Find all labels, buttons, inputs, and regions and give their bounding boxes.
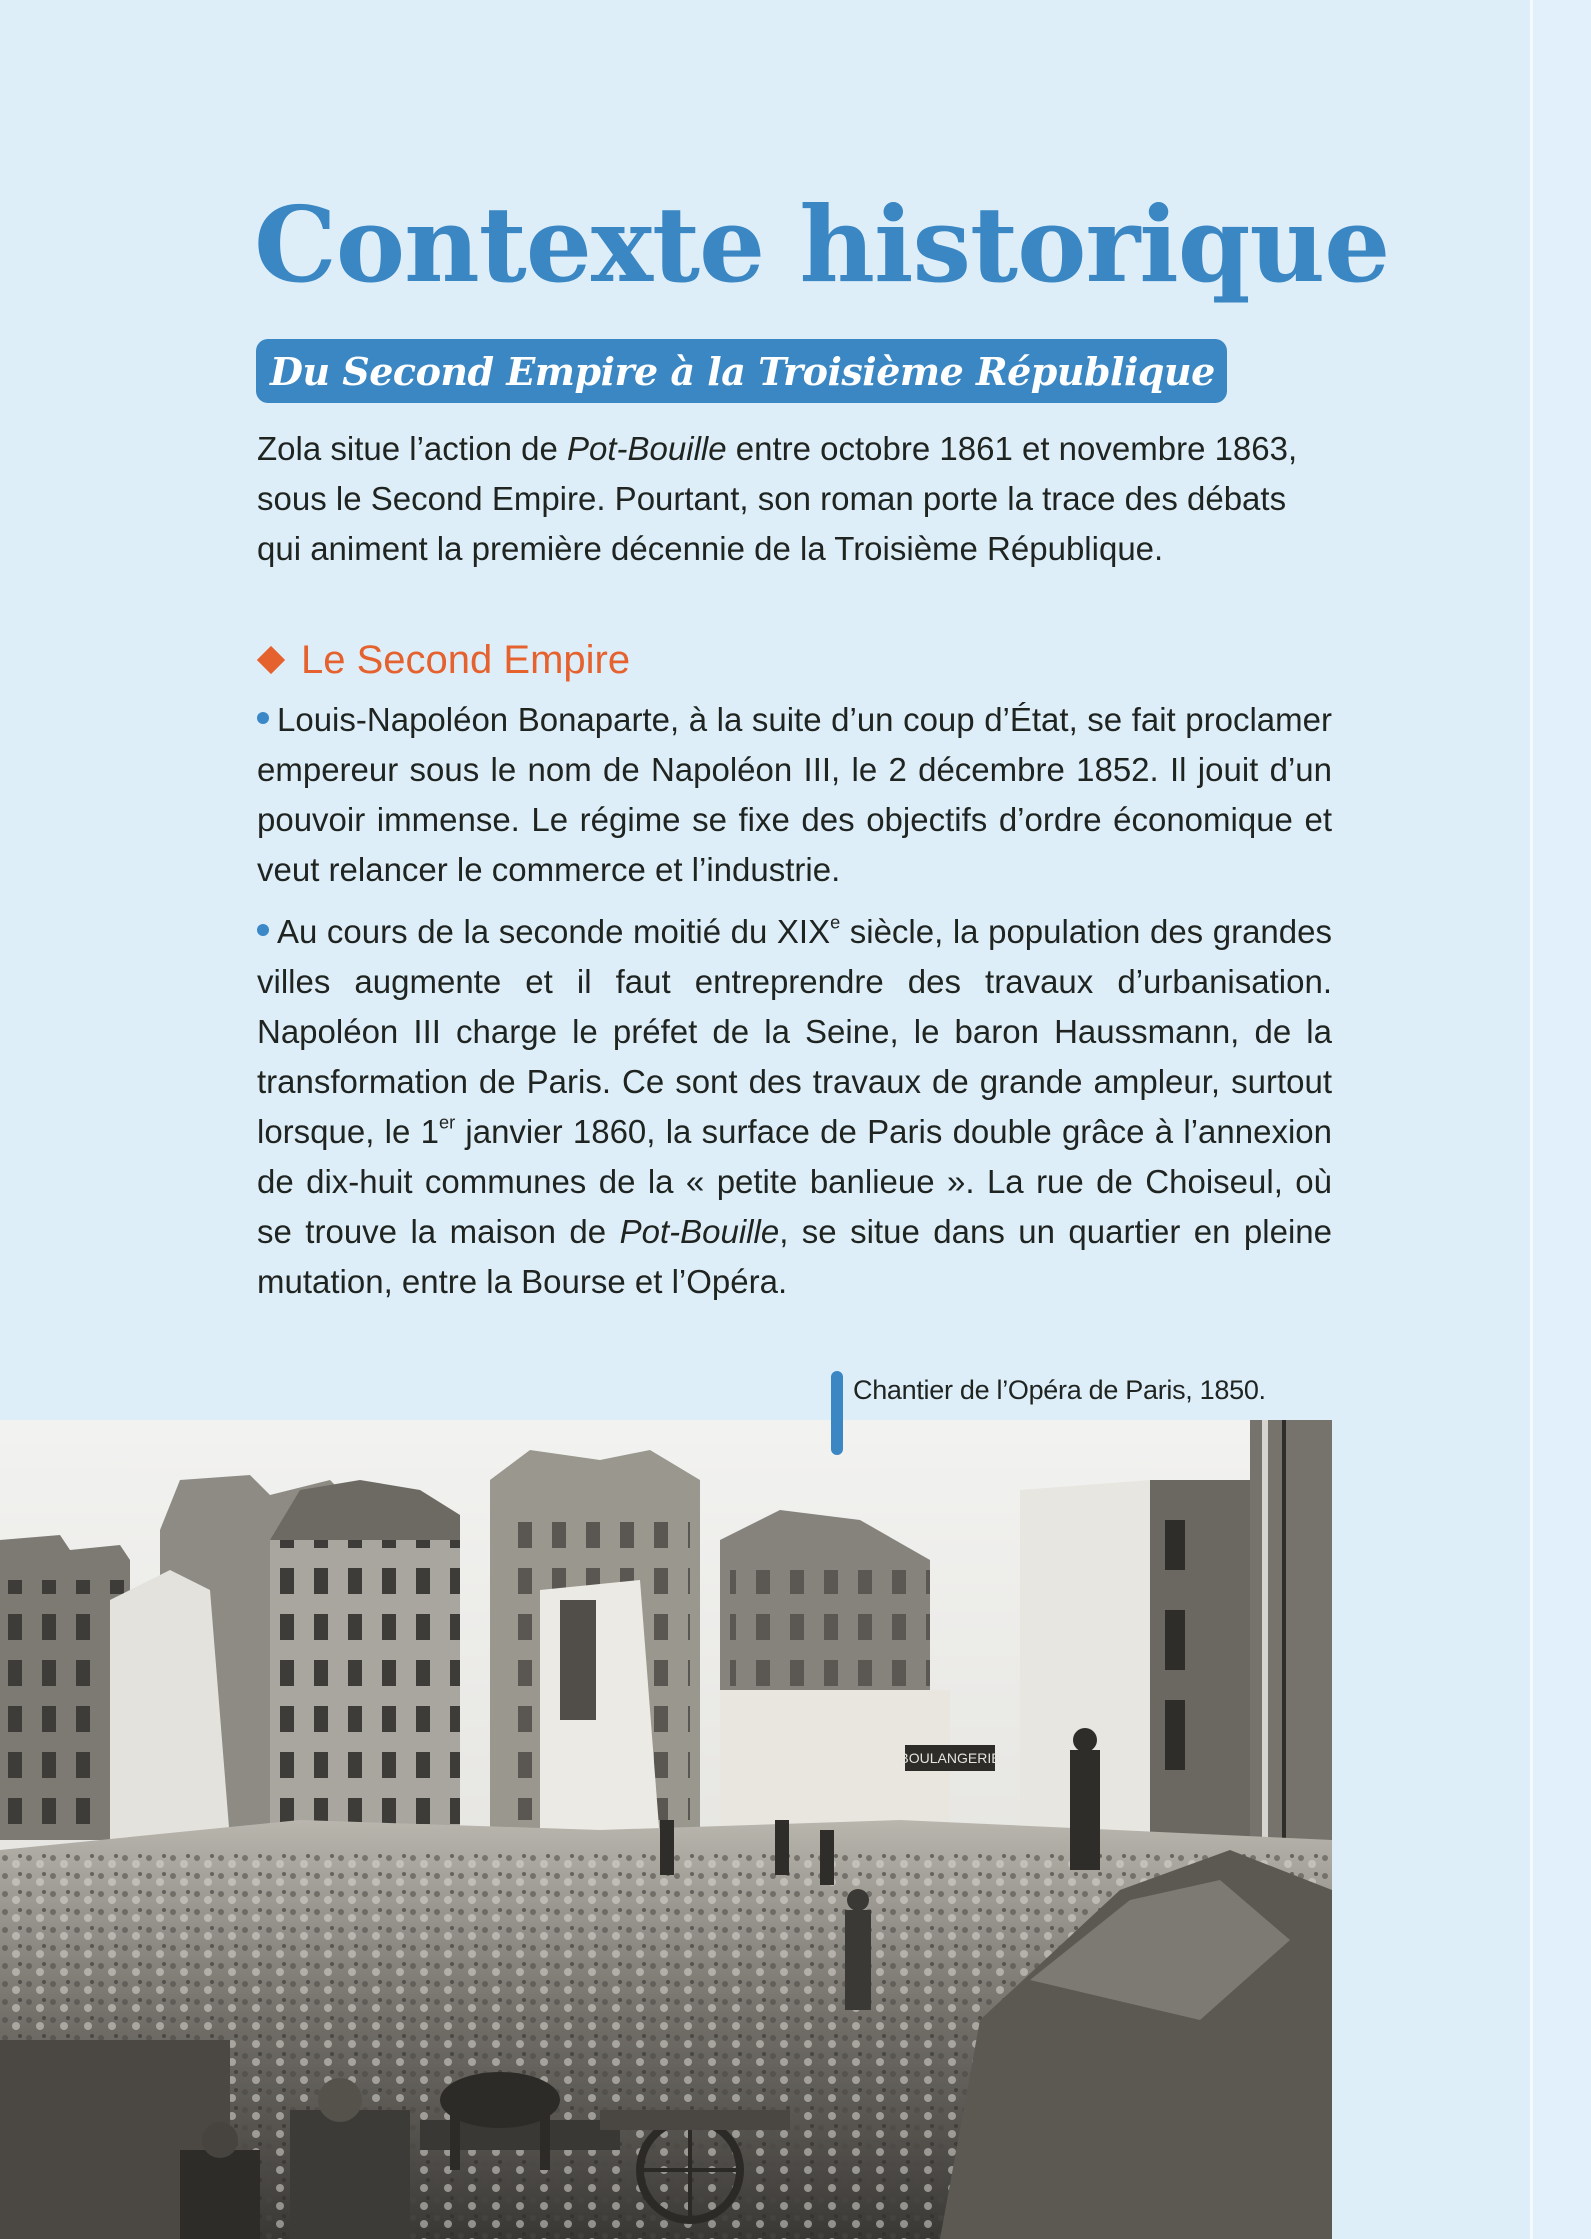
paragraph-2-text-b: siècle, la population des grandes villes augmente et il faut entreprendre des travaux d’urbanisation. Napoléon III charge le préfet de la Seine, le baron Haussmann, de la transformation de Paris. Ce sont des travaux de grande ampleur, surtout lorsque, le 1 [257, 913, 1332, 1150]
paragraph-2-text-a: Au cours de la seconde moitié du XIX [277, 913, 831, 950]
section-heading [255, 630, 630, 690]
section-heading-text: Le Second Empire [301, 638, 631, 682]
page-title: Contexte historique [254, 183, 1390, 306]
intro-text-end: entre octobre 1861 et novembre 1863, sous le Second Empire. Pourtant, son roman porte la trace des débats qui animent la première décennie de la Troisième République. [257, 430, 1298, 567]
book-title: Pot-Bouille [619, 1213, 780, 1250]
bullet-dot-icon [257, 712, 269, 724]
figure-caption: Chantier de l’Opéra de Paris, 1850. [853, 1375, 1266, 1405]
diamond-icon [257, 646, 285, 674]
superscript-er: er [438, 1112, 456, 1133]
superscript-e: e [830, 912, 841, 933]
bullet-paragraph-2 [257, 907, 1332, 1307]
subtitle-text: Du Second Empire à la Troisième République [270, 348, 1215, 394]
subtitle-badge [256, 339, 1227, 403]
page-margin [1533, 0, 1591, 2239]
book-title: Pot-Bouille [567, 430, 727, 467]
paragraph-1-text: Louis-Napoléon Bonaparte, à la suite d’un coup d’État, se fait proclamer empereur sous le nom de Napoléon III, le 2 décembre 1852. Il jouit d’un pouvoir immense. Le régime se fixe des objectifs d’ordre économique et veut relancer le commerce et l’industrie. [257, 701, 1332, 888]
intro-paragraph [257, 424, 1332, 574]
caption-bar [831, 1371, 843, 1455]
svg-text:BOULANGERIE: BOULANGERIE [899, 1750, 1001, 1766]
intro-text-start: Zola situe l’action de [257, 430, 568, 467]
bullet-paragraph-1 [257, 695, 1332, 895]
bullet-dot-icon [257, 924, 269, 936]
page-divider [1530, 0, 1533, 2239]
historical-photo [0, 1420, 1332, 2239]
paragraph-2-text-d: , se situe dans un quartier en pleine mutation, entre la Bourse et l’Opéra. [257, 1213, 1332, 1300]
paragraph-2-text-c: janvier 1860, la surface de Paris double grâce à l’annexion de dix-huit communes de la « petite banlieue ». La rue de Choiseul, où se trouve la maison de [257, 1113, 1332, 1250]
photo-illustration [0, 1420, 1332, 2239]
